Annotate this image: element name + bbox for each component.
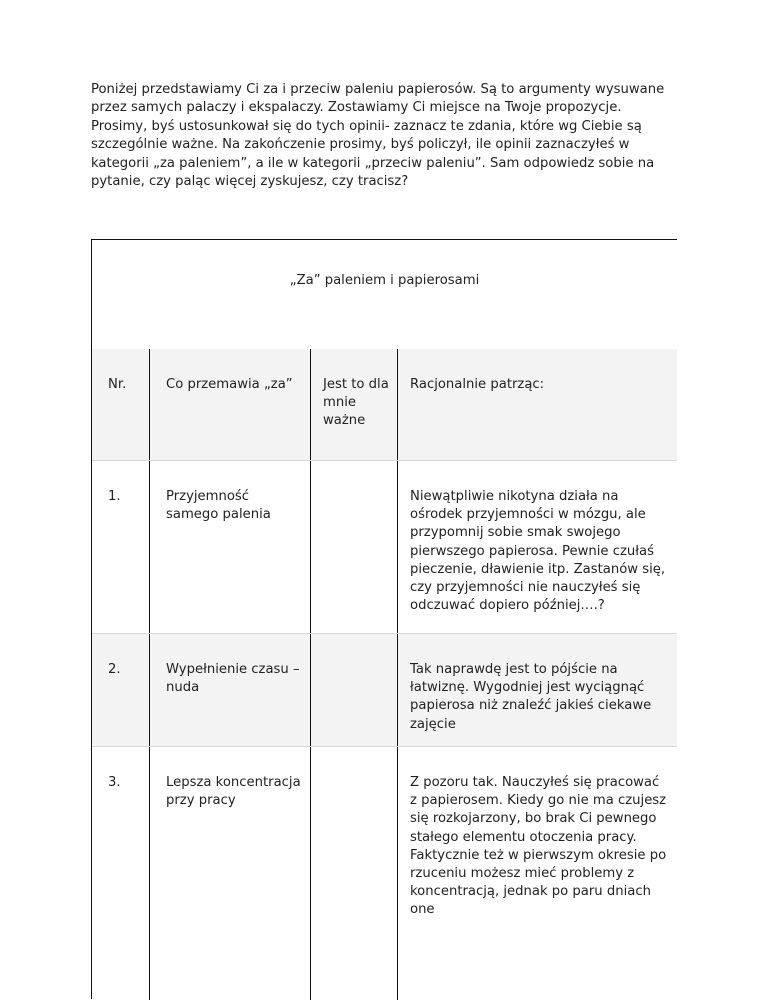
- table-header-row: [92, 349, 677, 460]
- header-important: Jest to dla mnie ważne: [310, 349, 397, 460]
- arguments-table: [91, 239, 677, 999]
- intro-paragraph: Poniżej przedstawiamy Ci za i przeciw paleniu papierosów. Są to argumenty wysuwane przez samych palaczy i ekspalaczy. Zostawiamy Ci miejsce na Twoje propozycje. Prosimy, byś ustosunkował się do tych opinii- zaznacz te zdania, które wg Ciebie są szczególnie ważne. Na zakończenie prosimy, byś policzył, ile opinii zaznaczyłeś w kategorii „za paleniem”, a ile w kategorii „przeciw paleniu”. Sam odpowiedz sobie na pytanie, czy paląc więcej zyskujesz, czy tracisz?: [91, 82, 665, 190]
- row-important-checkbox[interactable]: [310, 747, 397, 1000]
- row-nr: 1.: [108, 489, 121, 504]
- row-reason: Wypełnienie czasu – nuda: [149, 634, 310, 746]
- row-rational: Tak naprawdę jest to pójście na łatwiznę. Wygodniej jest wyciągnąć papierosa niż znaleźć jakieś ciekawe zajęcie: [397, 634, 677, 746]
- row-nr: 2.: [108, 662, 121, 677]
- row-rational: Z pozoru tak. Nauczyłeś się pracować z papierosem. Kiedy go nie ma czujesz się rozkojarzony, bo brak Ci pewnego stałego elementu otoczenia pracy. Faktycznie też w pierwszym okresie po rzuceniu możesz mieć problemy z koncentracją, jednak po paru dniach one: [397, 747, 677, 1000]
- header-nr: Nr.: [108, 377, 127, 392]
- table-title: „Za” paleniem i papierosami: [289, 273, 480, 288]
- table-row: [92, 461, 677, 633]
- row-reason: Przyjemność samego palenia: [149, 461, 310, 633]
- table-row: [92, 747, 677, 1000]
- table-row: [92, 634, 677, 746]
- row-rational: Niewątpliwie nikotyna działa na ośrodek przyjemności w mózgu, ale przypomnij sobie smak swojego pierwszego papierosa. Pewnie czułaś pieczenie, dławienie itp. Zastanów się, czy przyjemności nie nauczyłeś się odczuwać dopiero później….?: [397, 461, 677, 633]
- row-important-checkbox[interactable]: [310, 634, 397, 746]
- header-reason: Co przemawia „za”: [149, 349, 310, 460]
- row-important-checkbox[interactable]: [310, 461, 397, 633]
- row-reason: Lepsza koncentracja przy pracy: [149, 747, 310, 1000]
- header-rational: Racjonalnie patrząc:: [397, 349, 677, 460]
- row-nr: 3.: [108, 775, 121, 790]
- table-title-row: [92, 240, 677, 350]
